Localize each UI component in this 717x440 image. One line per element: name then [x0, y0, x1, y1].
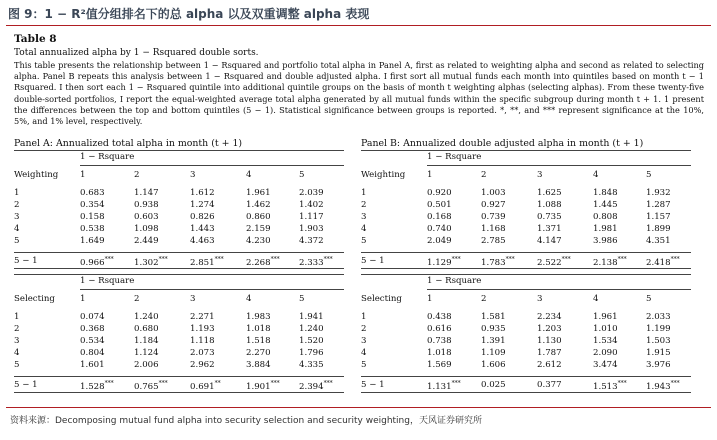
column-group-label: 1 − Rsquare	[80, 276, 135, 286]
significance-marker: ***	[323, 380, 333, 387]
column-group-label: 1 − Rsquare	[80, 152, 135, 162]
value-cell: 3.976	[646, 360, 671, 370]
value-cell: 1.003	[481, 188, 506, 198]
value-cell: 1.462	[246, 200, 271, 210]
row-label: 2	[14, 200, 20, 210]
column-header: 4	[246, 294, 252, 304]
value-cell: 1.534	[593, 336, 618, 346]
row-label: 2	[14, 324, 20, 334]
column-header: 3	[190, 294, 196, 304]
value-cell	[537, 254, 593, 269]
row-label: 4	[14, 224, 20, 234]
value-cell: 0.680	[134, 324, 159, 334]
value-cell: 0.740	[427, 224, 452, 234]
table-row	[14, 311, 351, 323]
block-bottom-rule	[361, 392, 691, 393]
significance-marker: ***	[451, 256, 461, 263]
value-cell: 1.787	[537, 348, 562, 358]
value-cell	[593, 254, 646, 269]
value-cell: 1.287	[646, 200, 671, 210]
diff-value: 2.333	[299, 257, 324, 268]
value-cell: 4.351	[646, 236, 671, 246]
table-row	[14, 347, 351, 359]
column-header: 5	[299, 294, 305, 304]
table-row	[361, 235, 698, 247]
value-cell: 1.796	[299, 348, 324, 358]
table-row	[361, 199, 698, 211]
value-cell	[190, 378, 246, 393]
table-row	[361, 223, 698, 235]
row-label: 5	[14, 236, 20, 246]
value-cell: 3.474	[593, 360, 618, 370]
figure-title: 图 9：1 − R²值分组排名下的总 alpha 以及双重调整 alpha 表现	[8, 7, 370, 21]
column-header: 4	[593, 294, 599, 304]
value-cell	[481, 378, 537, 393]
column-header: 3	[190, 170, 196, 180]
value-cell: 0.438	[427, 312, 452, 322]
diff-value: 0.377	[537, 380, 562, 391]
value-cell: 0.935	[481, 324, 506, 334]
row-label: 5 − 1	[361, 256, 385, 267]
table-row	[14, 235, 351, 247]
weighting-table	[14, 169, 351, 247]
column-header: 5	[646, 294, 652, 304]
value-cell	[299, 254, 351, 269]
table-row	[361, 335, 698, 347]
table-header	[14, 33, 704, 127]
significance-marker: ***	[451, 380, 461, 387]
value-cell: 1.981	[593, 224, 618, 234]
diff-row-table	[361, 378, 698, 393]
table-row	[361, 359, 698, 371]
value-cell: 1.848	[593, 188, 618, 198]
value-cell: 1.961	[593, 312, 618, 322]
value-cell: 2.049	[427, 236, 452, 246]
column-header: 1	[80, 170, 86, 180]
value-cell: 1.018	[427, 348, 452, 358]
diff-rule	[361, 252, 691, 253]
diff-value: 1.901	[246, 381, 271, 392]
value-cell: 2.270	[246, 348, 271, 358]
value-cell	[593, 378, 646, 393]
value-cell: 3.986	[593, 236, 618, 246]
significance-marker: ***	[617, 380, 627, 387]
significance-marker: ***	[270, 256, 280, 263]
value-cell: 1.932	[646, 188, 671, 198]
value-cell: 1.606	[481, 360, 506, 370]
value-cell: 0.738	[427, 336, 452, 346]
value-cell: 0.603	[134, 212, 159, 222]
value-cell: 1.018	[246, 324, 271, 334]
table-row	[14, 187, 351, 199]
row-label: 3	[361, 212, 367, 222]
diff-row	[361, 254, 698, 269]
value-cell: 1.088	[537, 200, 562, 210]
value-cell: 1.184	[134, 336, 159, 346]
value-cell: 1.147	[134, 188, 159, 198]
value-cell: 1.203	[537, 324, 562, 334]
row-label: 1	[14, 188, 20, 198]
diff-value: 1.302	[134, 257, 159, 268]
diff-value: 0.765	[134, 381, 159, 392]
group-underline	[427, 165, 691, 166]
value-cell: 1.130	[537, 336, 562, 346]
group-underline	[80, 289, 344, 290]
diff-value: 2.851	[190, 257, 215, 268]
value-cell: 4.372	[299, 236, 324, 246]
row-label: 5 − 1	[14, 380, 38, 391]
value-cell	[190, 254, 246, 269]
value-cell: 1.098	[134, 224, 159, 234]
diff-value: 2.418	[646, 257, 671, 268]
diff-value: 2.268	[246, 257, 271, 268]
diff-value: 1.129	[427, 257, 452, 268]
value-cell: 1.240	[134, 312, 159, 322]
table-row	[361, 323, 698, 335]
diff-value: 1.513	[593, 381, 618, 392]
diff-value: 2.138	[593, 257, 618, 268]
value-cell: 1.601	[80, 360, 105, 370]
row-label: 2	[361, 200, 367, 210]
value-cell: 1.520	[299, 336, 324, 346]
panel-b-title: Panel B: Annualized double adjusted alpha in month (t + 1)	[361, 138, 644, 149]
value-cell: 3.884	[246, 360, 271, 370]
value-cell: 0.808	[593, 212, 618, 222]
row-label: 5 − 1	[361, 380, 385, 391]
value-cell: 1.240	[299, 324, 324, 334]
value-cell: 1.109	[481, 348, 506, 358]
column-header: 2	[481, 170, 487, 180]
value-cell	[537, 378, 593, 393]
source-note: 资料来源：Decomposing mutual fund alpha into security selection and security weighting，天风证券研究所	[10, 416, 482, 426]
value-cell	[427, 254, 481, 269]
significance-marker: ***	[561, 256, 571, 263]
value-cell: 1.168	[481, 224, 506, 234]
table-row	[361, 347, 698, 359]
value-cell: 1.915	[646, 348, 671, 358]
diff-row-table	[14, 378, 351, 393]
value-cell: 0.735	[537, 212, 562, 222]
significance-marker: ***	[104, 380, 114, 387]
table-row	[361, 211, 698, 223]
table-row	[361, 311, 698, 323]
value-cell: 0.534	[80, 336, 105, 346]
value-cell	[481, 254, 537, 269]
row-label: 5	[361, 236, 367, 246]
column-header: 3	[537, 294, 543, 304]
value-cell: 1.117	[299, 212, 324, 222]
value-cell: 2.073	[190, 348, 215, 358]
value-cell	[246, 378, 299, 393]
significance-marker: ***	[158, 256, 168, 263]
value-cell: 1.941	[299, 312, 324, 322]
row-label: 3	[14, 212, 20, 222]
diff-row	[14, 254, 351, 269]
diff-value: 0.025	[481, 380, 506, 391]
value-cell: 1.445	[593, 200, 618, 210]
value-cell: 0.501	[427, 200, 452, 210]
table-row	[14, 323, 351, 335]
table-row	[14, 223, 351, 235]
group-underline	[427, 289, 691, 290]
significance-marker: ***	[670, 380, 680, 387]
row-label: 1	[361, 312, 367, 322]
value-cell: 2.962	[190, 360, 215, 370]
table-row	[14, 211, 351, 223]
row-label: 5	[14, 360, 20, 370]
diff-row-table	[14, 254, 351, 269]
column-header: 4	[593, 170, 599, 180]
table-row	[361, 187, 698, 199]
value-cell: 1.274	[190, 200, 215, 210]
row-label: 5 − 1	[14, 256, 38, 267]
selecting-table	[361, 293, 698, 371]
value-cell: 0.860	[246, 212, 271, 222]
row-group-label: Weighting	[14, 170, 59, 180]
value-cell: 4.335	[299, 360, 324, 370]
block-top-rule	[361, 150, 691, 151]
table-subtitle: Total annualized alpha by 1 − Rsquared double sorts.	[14, 48, 259, 58]
value-cell: 1.010	[593, 324, 618, 334]
significance-marker: ***	[670, 256, 680, 263]
block-bottom-rule	[14, 392, 344, 393]
value-cell: 1.581	[481, 312, 506, 322]
value-cell: 1.503	[646, 336, 671, 346]
diff-value: 1.131	[427, 381, 452, 392]
diff-rule	[14, 376, 344, 377]
panel-a-title: Panel A: Annualized total alpha in month (t + 1)	[14, 138, 243, 149]
value-cell	[646, 378, 698, 393]
value-cell: 2.271	[190, 312, 215, 322]
value-cell	[134, 378, 190, 393]
significance-marker: ***	[505, 256, 515, 263]
value-cell: 1.899	[646, 224, 671, 234]
significance-marker: ***	[214, 256, 224, 263]
row-group-label: Selecting	[14, 294, 55, 304]
significance-marker: ***	[323, 256, 333, 263]
column-header: 1	[80, 294, 86, 304]
value-cell: 1.124	[134, 348, 159, 358]
column-header: 4	[246, 170, 252, 180]
value-cell: 2.006	[134, 360, 159, 370]
table-row	[14, 199, 351, 211]
diff-value: 1.528	[80, 381, 105, 392]
row-label: 4	[14, 348, 20, 358]
row-label: 3	[361, 336, 367, 346]
value-cell: 0.368	[80, 324, 105, 334]
value-cell: 0.074	[80, 312, 105, 322]
column-header: 2	[481, 294, 487, 304]
significance-marker: ***	[104, 256, 114, 263]
value-cell: 0.158	[80, 212, 105, 222]
row-label: 1	[14, 312, 20, 322]
value-cell: 0.938	[134, 200, 159, 210]
value-cell: 0.683	[80, 188, 105, 198]
selecting-table	[14, 293, 351, 371]
diff-value: 1.783	[481, 257, 506, 268]
value-cell: 1.199	[646, 324, 671, 334]
value-cell: 1.612	[190, 188, 215, 198]
value-cell: 1.193	[190, 324, 215, 334]
column-header: 5	[299, 170, 305, 180]
column-header: 1	[427, 294, 433, 304]
row-label: 5	[361, 360, 367, 370]
diff-rule	[361, 376, 691, 377]
value-cell: 0.168	[427, 212, 452, 222]
value-cell: 0.538	[80, 224, 105, 234]
value-cell: 1.569	[427, 360, 452, 370]
row-label: 2	[361, 324, 367, 334]
value-cell: 1.402	[299, 200, 324, 210]
value-cell: 1.118	[190, 336, 215, 346]
value-cell: 4.147	[537, 236, 562, 246]
value-cell: 1.391	[481, 336, 506, 346]
column-header: 1	[427, 170, 433, 180]
value-cell: 0.804	[80, 348, 105, 358]
row-label: 4	[361, 224, 367, 234]
diff-row	[14, 378, 351, 393]
block-top-rule	[14, 150, 344, 151]
value-cell: 0.739	[481, 212, 506, 222]
value-cell: 2.785	[481, 236, 506, 246]
diff-row	[361, 378, 698, 393]
diff-value: 0.966	[80, 257, 105, 268]
diff-rule	[14, 252, 344, 253]
block-top-rule	[361, 274, 691, 275]
value-cell: 1.961	[246, 188, 271, 198]
significance-marker: ***	[617, 256, 627, 263]
value-cell: 2.449	[134, 236, 159, 246]
column-header: 2	[134, 294, 140, 304]
table-label: Table 8	[14, 33, 57, 45]
value-cell: 2.612	[537, 360, 562, 370]
diff-row-table	[361, 254, 698, 269]
top-rule	[6, 25, 711, 26]
value-cell: 2.033	[646, 312, 671, 322]
value-cell: 2.090	[593, 348, 618, 358]
value-cell: 1.518	[246, 336, 271, 346]
significance-marker: **	[214, 380, 221, 387]
table-row	[14, 335, 351, 347]
value-cell: 2.159	[246, 224, 271, 234]
value-cell	[427, 378, 481, 393]
diff-value: 0.691	[190, 381, 215, 392]
row-group-label: Weighting	[361, 170, 406, 180]
diff-value: 2.522	[537, 257, 562, 268]
group-underline	[80, 165, 344, 166]
value-cell: 0.616	[427, 324, 452, 334]
value-cell	[80, 254, 134, 269]
column-header: 2	[134, 170, 140, 180]
value-cell: 2.234	[537, 312, 562, 322]
table-description: This table presents the relationship between 1 − Rsquared and portfolio total alpha in Panel A, first as related to weighting alpha and second as related to selecting alpha. Panel B repeats this analysis between 1 − Rsquared and double adjusted alpha. I first sort all mutual funds each month into quintiles based on month t − 1 Rsquared. I then sort each 1 − Rsquared quintile into additional quintile groups on the basis of month t weighting alphas (selecting alphas). From these twenty-five double-sorted portfolios, I report the equal-weighted average total alpha generated by all mutual funds within the specific subgroup during month t + 1. 1 present the differences between the top and bottom quintiles (5 − 1). Statistical significance between groups is reported. *, **, and *** represent significance at the 10%, 5%, and 1% level, respectively.	[14, 60, 704, 127]
column-header: 3	[537, 170, 543, 180]
diff-value: 1.943	[646, 381, 671, 392]
value-cell: 1.649	[80, 236, 105, 246]
value-cell	[246, 254, 299, 269]
value-cell: 0.826	[190, 212, 215, 222]
value-cell: 2.039	[299, 188, 324, 198]
value-cell: 1.371	[537, 224, 562, 234]
column-group-label: 1 − Rsquare	[427, 276, 482, 286]
column-group-label: 1 − Rsquare	[427, 152, 482, 162]
value-cell	[646, 254, 698, 269]
value-cell: 0.354	[80, 200, 105, 210]
table-row	[14, 359, 351, 371]
row-label: 3	[14, 336, 20, 346]
value-cell	[299, 378, 351, 393]
value-cell: 0.920	[427, 188, 452, 198]
row-label: 1	[361, 188, 367, 198]
value-cell	[134, 254, 190, 269]
value-cell: 1.903	[299, 224, 324, 234]
significance-marker: ***	[270, 380, 280, 387]
value-cell: 4.463	[190, 236, 215, 246]
value-cell: 1.443	[190, 224, 215, 234]
significance-marker: ***	[158, 380, 168, 387]
bottom-rule	[6, 407, 711, 408]
value-cell: 4.230	[246, 236, 271, 246]
row-label: 4	[361, 348, 367, 358]
block-bottom-rule	[14, 268, 344, 269]
value-cell: 1.157	[646, 212, 671, 222]
block-top-rule	[14, 274, 344, 275]
value-cell: 1.983	[246, 312, 271, 322]
block-bottom-rule	[361, 268, 691, 269]
value-cell: 1.625	[537, 188, 562, 198]
value-cell	[80, 378, 134, 393]
weighting-table	[361, 169, 698, 247]
row-group-label: Selecting	[361, 294, 402, 304]
value-cell: 0.927	[481, 200, 506, 210]
diff-value: 2.394	[299, 381, 324, 392]
column-header: 5	[646, 170, 652, 180]
